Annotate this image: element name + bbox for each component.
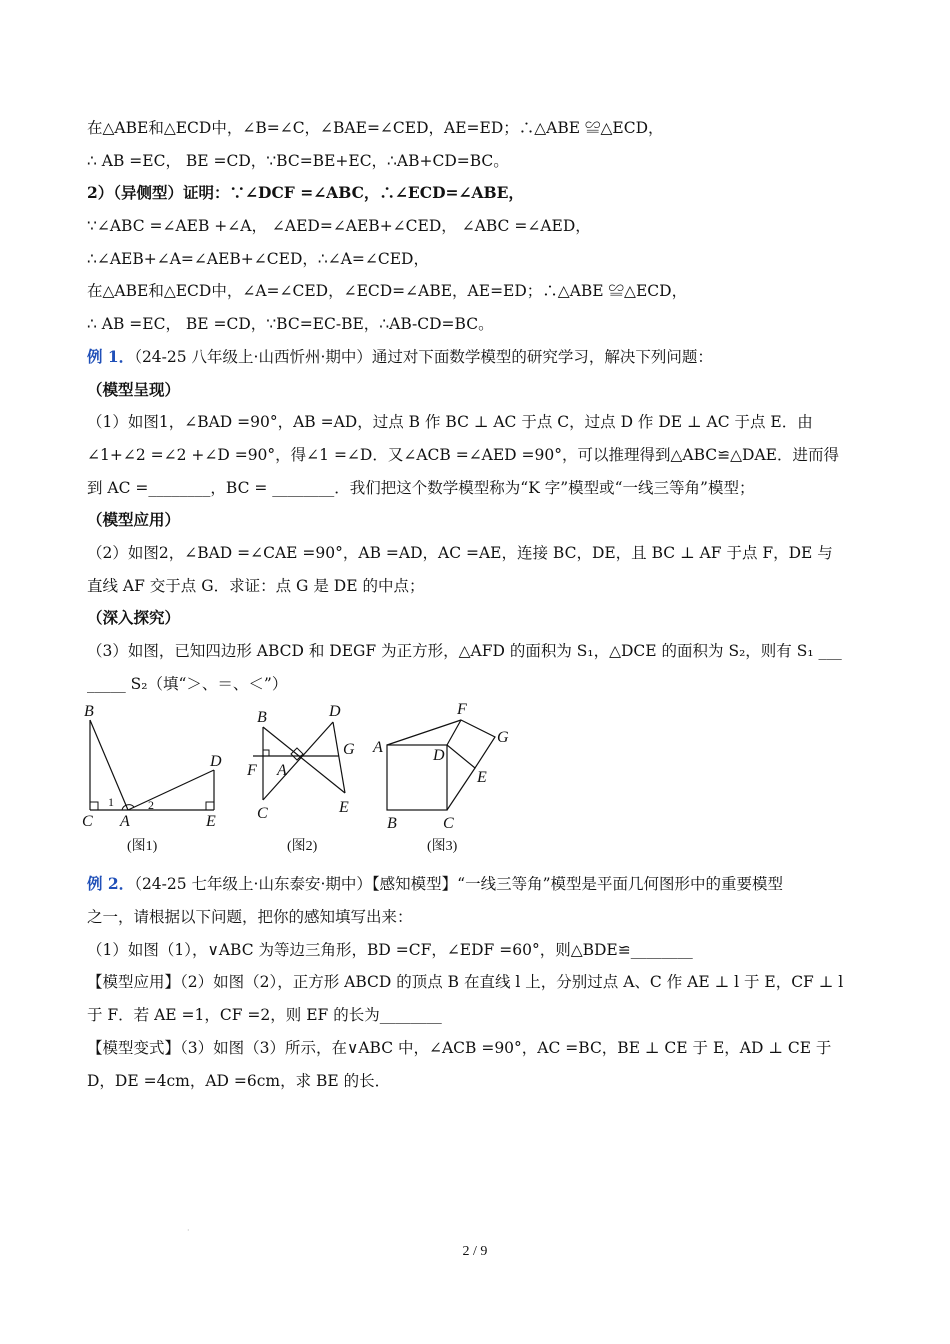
proof-line-6: 在△ABE和△ECD中，∠A=∠CED，∠ECD=∠ABE，AE=ED；∴△ABE ≌△ECD，	[87, 282, 688, 301]
fig2-label-B: B	[257, 709, 267, 727]
example2-part2-line2: 于 F．若 AE =1，CF =2，则 EF 的长为________	[87, 1006, 442, 1025]
fig3-label-D: D	[433, 747, 445, 765]
example1-part2-line2: 直线 AF 交于点 G．求证：点 G 是 DE 的中点；	[87, 576, 425, 595]
example1-part1-line3: 到 AC =________，BC = ________．我们把这个数学模型称为“K 字”模型或“一线三等角”模型；	[87, 478, 755, 497]
example1-part3-line2: _____ S₂（填“＞、＝、＜”）	[87, 674, 288, 693]
figure-1-caption: (图1)	[127, 839, 158, 855]
fig2-label-C: C	[257, 805, 268, 823]
proof-line-7: ∴ AB =EC， BE =CD，∵BC=EC-BE，∴AB-CD=BC。	[87, 315, 494, 334]
example2-title: 例 2．	[87, 874, 135, 894]
page-number: 2 / 9	[462, 1244, 488, 1259]
document-body	[82, 112, 867, 1097]
fig2-label-F: F	[247, 762, 257, 780]
example1-header	[87, 341, 867, 374]
example1-heading-explore: （深入探究）	[87, 608, 181, 628]
example2-header	[87, 868, 867, 901]
fig3-label-E: E	[477, 769, 487, 787]
fig1-label-A: A	[120, 813, 130, 831]
fig1-label-B: B	[84, 703, 94, 721]
fig3-label-B: B	[387, 815, 397, 833]
proof-line-3: 2）（异侧型）证明：∵∠DCF =∠ABC，∴∠ECD=∠ABE，	[87, 183, 524, 203]
example2-intro: （24-25 七年级上·山东泰安·期中）【感知模型】“一线三等角”模型是平面几何图形中的重要模型	[134, 875, 784, 894]
example1-part1-line1: （1）如图1，∠BAD =90°，AB =AD，过点 B 作 BC ⊥ AC 于点 C，过点 D 作 DE ⊥ AC 于点 E．由	[87, 413, 813, 432]
example2-part1: （1）如图（1），∨ABC 为等边三角形，BD =CF，∠EDF =60°，则△BDE≌________	[87, 940, 693, 959]
example2-part3-line1: 【模型变式】（3）如图（3）所示，在∨ABC 中，∠ACB =90°，AC =BC，BE ⊥ CE 于 E，AD ⊥ CE 于	[87, 1038, 832, 1057]
example1-part2-line1: （2）如图2，∠BAD =∠CAE =90°，AB =AD，AC =AE，连接 BC，DE，且 BC ⊥ AF 于点 F，DE 与	[87, 543, 833, 562]
proof-line-5: ∴∠AEB+∠A=∠AEB+∠CED，∴∠A=∠CED，	[87, 249, 429, 268]
fig1-label-E: E	[206, 813, 216, 831]
figures-row	[82, 700, 867, 868]
figure-2-caption: (图2)	[287, 839, 318, 855]
fig1-label-D: D	[210, 753, 222, 771]
example2-intro-line2: 之一，请根据以下问题，把你的感知填写出来：	[87, 908, 413, 927]
example1-intro: （24-25 八年级上·山西忻州·期中）通过对下面数学模型的研究学习，解决下列问题：	[134, 347, 713, 366]
figure-1-diagram	[82, 700, 232, 835]
fig3-label-A: A	[373, 739, 383, 757]
proof-line-1: 在△ABE和△ECD中，∠B=∠C，∠BAE=∠CED，AE=ED；∴△ABE ≌△ECD，	[87, 119, 664, 137]
fig2-label-A: A	[277, 762, 287, 780]
fig3-label-C: C	[443, 815, 454, 833]
example2-part3-line2: D，DE =4cm，AD =6cm，求 BE 的长．	[87, 1071, 391, 1090]
fig2-label-D: D	[329, 703, 341, 721]
example1-heading-application: （模型应用）	[87, 510, 181, 530]
fig2-label-E: E	[339, 799, 349, 817]
fig1-angle-1: 1	[108, 795, 114, 810]
proof-line-2: ∴ AB =EC， BE =CD，∵BC=BE+EC，∴AB+CD=BC。	[87, 151, 509, 170]
figure-2-diagram	[245, 700, 365, 835]
figure-3-caption: (图3)	[427, 839, 458, 855]
stray-dot: ·	[187, 1226, 190, 1235]
example1-title: 例 1．	[87, 346, 135, 366]
example2-part2-line1: 【模型应用】（2）如图（2），正方形 ABCD 的顶点 B 在直线 l 上，分别过点 A、C 作 AE ⊥ l 于 E，CF ⊥ l	[87, 973, 844, 992]
fig3-label-G: G	[497, 729, 509, 747]
example1-part3-line1: （3）如图，已知四边形 ABCD 和 DEGF 为正方形，△AFD 的面积为 S₁，△DCE 的面积为 S₂，则有 S₁ ___	[87, 642, 842, 660]
example1-heading-model: （模型呈现）	[87, 379, 181, 399]
proof-line-4: ∵∠ABC =∠AEB +∠A， ∠AED=∠AEB+∠CED， ∠ABC =∠AED，	[87, 217, 591, 236]
fig2-label-G: G	[343, 741, 355, 759]
fig3-label-F: F	[457, 701, 467, 719]
fig1-label-C: C	[82, 813, 93, 831]
example1-part1-line2: ∠1+∠2 =∠2 +∠D =90°，得∠1 =∠D．又∠ACB =∠AED =90°，可以推理得到△ABC≌△DAE．进而得	[87, 445, 839, 464]
fig1-angle-2: 2	[148, 798, 154, 813]
figure-3-diagram	[369, 700, 529, 835]
